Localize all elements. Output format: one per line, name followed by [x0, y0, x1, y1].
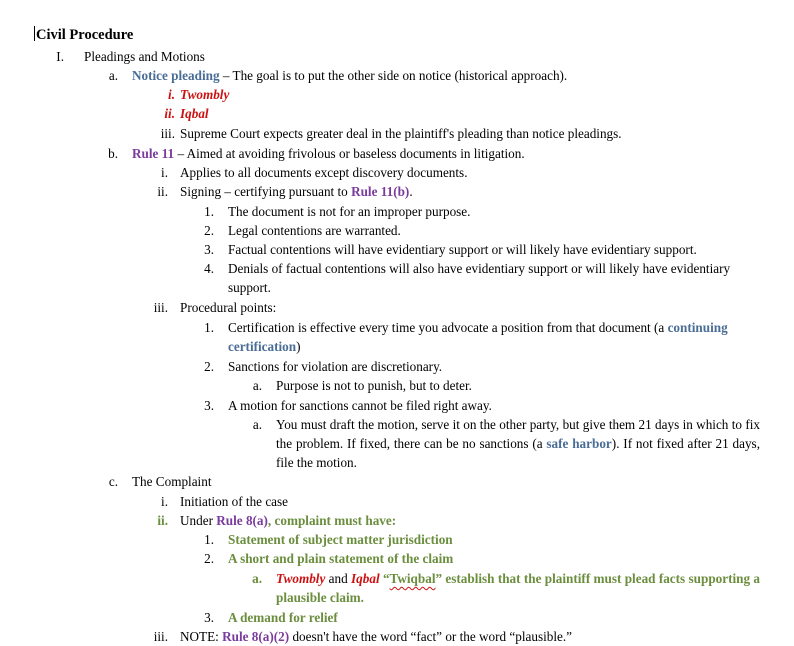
- item-b-ii-text: Signing – certifying pursuant to Rule 11(b).: [180, 184, 413, 199]
- list-item: Statement of subject matter jurisdiction: [228, 532, 453, 547]
- item-a-number: a.: [108, 68, 118, 83]
- list-item: Factual contentions will have evidentiary support or will likely have evidentiary support.: [228, 242, 697, 257]
- item-c-i-number: i.: [161, 494, 168, 509]
- item-a-ii-number: ii.: [164, 106, 175, 121]
- list-item: Twombly and Iqbal “Twiqbal” establish that the plaintiff must plead facts supporting a plausible claim.: [276, 571, 761, 605]
- list-number: 2.: [204, 359, 214, 374]
- list-number: 2.: [204, 551, 214, 566]
- item-a-i-number: i.: [168, 87, 175, 102]
- list-item: Purpose is not to punish, but to deter.: [276, 378, 472, 393]
- safe-harbor-term: safe harbor: [546, 436, 612, 451]
- notice-pleading-term: Notice pleading: [132, 68, 220, 83]
- section-number: I.: [56, 49, 64, 64]
- item-b-number: b.: [108, 146, 118, 161]
- list-item: A short and plain statement of the claim: [228, 551, 454, 566]
- text-cursor: [34, 26, 35, 41]
- rule-8a2-term: Rule 8(a)(2): [222, 629, 290, 644]
- item-c-iii-text: NOTE: Rule 8(a)(2) doesn't have the word “fact” or the word “plausible.”: [180, 629, 573, 644]
- list-number: 2.: [204, 223, 214, 238]
- item-a-iii-number: iii.: [160, 126, 175, 141]
- item-c-number: c.: [108, 474, 118, 489]
- twiqbal-misspelled[interactable]: Twiqbal: [389, 571, 436, 586]
- item-a-text: Notice pleading – The goal is to put the other side on notice (historical approach).: [132, 68, 568, 83]
- list-item: Certification is effective every time you advocate a position from that document (a continuing certification): [228, 320, 728, 354]
- item-c-ii-number: ii.: [157, 513, 168, 528]
- list-item: Legal contentions are warranted.: [228, 223, 401, 238]
- list-item: A demand for relief: [228, 610, 338, 625]
- rule-8a-term: Rule 8(a): [216, 513, 268, 528]
- continuing-certification-term: continuing certification: [228, 320, 728, 354]
- list-number: 1.: [204, 532, 214, 547]
- item-c-i-text: Initiation of the case: [180, 494, 289, 509]
- item-c-text: The Complaint: [132, 474, 212, 489]
- item-b-iii-text: Procedural points:: [180, 300, 277, 315]
- list-number: 4.: [204, 261, 214, 276]
- list-number: a.: [252, 571, 262, 586]
- rule-11-term: Rule 11: [132, 146, 175, 161]
- list-number: 1.: [204, 204, 214, 219]
- item-b-i-text: Applies to all documents except discovery documents.: [180, 165, 468, 180]
- item-b-iii-number: iii.: [153, 300, 168, 315]
- list-number: 1.: [204, 320, 214, 335]
- iqbal-case: Iqbal: [180, 106, 209, 121]
- iqbal-case: Iqbal: [351, 571, 380, 586]
- item-a-iii-text: Supreme Court expects greater deal in the plaintiff's pleading than notice pleadings.: [180, 126, 622, 141]
- list-item: A motion for sanctions cannot be filed right away.: [228, 398, 492, 413]
- list-item: Sanctions for violation are discretionary.: [228, 359, 443, 374]
- title-text: Civil Procedure: [36, 27, 134, 43]
- twombly-case: Twombly: [180, 87, 230, 102]
- list-number: 3.: [204, 242, 214, 257]
- document-title[interactable]: [34, 26, 133, 45]
- item-b-text: Rule 11 – Aimed at avoiding frivolous or baseless documents in litigation.: [132, 146, 525, 161]
- item-b-ii-number: ii.: [157, 184, 168, 199]
- list-item: Denials of factual contentions will also have evidentiary support or will likely have evidentiary support.: [228, 261, 731, 295]
- item-c-ii-text: Under Rule 8(a), complaint must have:: [180, 513, 397, 528]
- rule-11b-term: Rule 11(b): [351, 184, 410, 199]
- item-c-iii-number: iii.: [153, 629, 168, 644]
- list-number: a.: [252, 378, 262, 393]
- item-b-i-number: i.: [161, 165, 168, 180]
- section-heading: Pleadings and Motions: [84, 49, 205, 64]
- list-item: You must draft the motion, serve it on the other party, but give them 21 days in which to fix the problem. If fixed, there can be no sanctions (a safe harbor). If not fixed after 21 days, file the motion.: [276, 417, 760, 470]
- twombly-case: Twombly: [276, 571, 326, 586]
- list-number: a.: [252, 417, 262, 432]
- list-item: The document is not for an improper purpose.: [228, 204, 471, 219]
- list-number: 3.: [204, 610, 214, 625]
- list-number: 3.: [204, 398, 214, 413]
